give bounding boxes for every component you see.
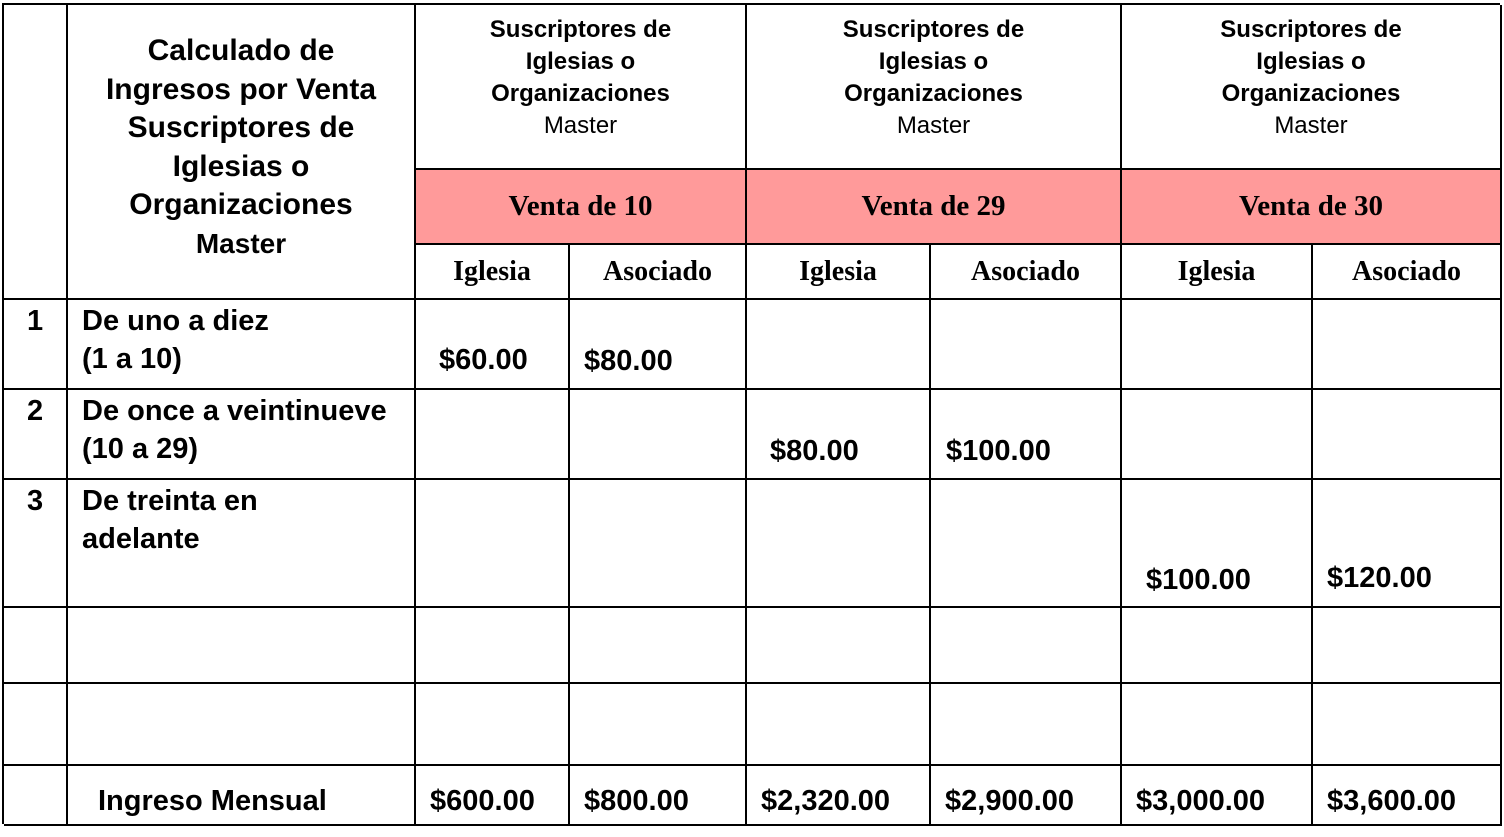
total-value: $3,600.00 [1327, 785, 1457, 817]
title-line: Master [195, 227, 287, 259]
value-cell [570, 300, 747, 390]
title-line: Calculado de [147, 34, 335, 67]
value-cell [1313, 390, 1502, 480]
table-grid [2, 3, 1500, 824]
value-cell [570, 480, 747, 608]
value-cell [747, 480, 931, 608]
total-cell [931, 766, 1122, 826]
table-row [4, 480, 68, 608]
index-header-cell [4, 5, 68, 300]
sub-header-label: Iglesia [453, 255, 531, 287]
sub-header-asociado [1313, 245, 1502, 300]
row-number: 1 [27, 305, 44, 337]
row-number: 3 [27, 485, 44, 517]
table-row [4, 300, 68, 390]
group-header-line: Master [1274, 111, 1348, 139]
group-header-line: Organizaciones [1221, 79, 1401, 107]
group-header-3 [1122, 5, 1502, 170]
sales-header-label: Venta de 30 [1239, 190, 1383, 222]
empty-cell [747, 608, 931, 684]
value-cell [416, 300, 570, 390]
sub-header-label: Asociado [603, 255, 712, 287]
row-label: De once a veintinueve [82, 395, 387, 427]
title-line: Suscriptores de [127, 111, 355, 144]
total-label: Ingreso Mensual [98, 785, 327, 817]
sub-header-iglesia [747, 245, 931, 300]
sub-header-label: Iglesia [1177, 255, 1256, 287]
sub-header-asociado [931, 245, 1122, 300]
value: $100.00 [1146, 564, 1251, 596]
group-header-line: Organizaciones [844, 79, 1023, 107]
empty-cell [1313, 608, 1502, 684]
group-header-line: Iglesias o [878, 47, 989, 75]
empty-cell [570, 608, 747, 684]
sales-header-label: Venta de 29 [861, 190, 1006, 222]
value-cell [1313, 480, 1502, 608]
empty-cell [1122, 684, 1313, 766]
value-cell [931, 300, 1122, 390]
total-value: $600.00 [430, 785, 535, 817]
value: $80.00 [584, 345, 673, 377]
value-cell [747, 300, 931, 390]
title-line: Ingresos por Venta [105, 72, 377, 106]
total-cell [416, 766, 570, 826]
empty-cell [1313, 684, 1502, 766]
value-cell [1122, 480, 1313, 608]
row-range: adelante [82, 523, 200, 555]
group-header-line: Master [543, 111, 618, 139]
sales-header-10 [416, 170, 747, 245]
row-label: De uno a diez [82, 305, 269, 337]
value: $60.00 [439, 344, 528, 376]
empty-cell [416, 608, 570, 684]
group-header-1 [416, 5, 747, 170]
empty-cell [68, 684, 416, 766]
table-row [4, 390, 68, 480]
total-value: $3,000.00 [1136, 785, 1266, 817]
sales-header-30 [1122, 170, 1502, 245]
value-cell [1122, 390, 1313, 480]
empty-cell [931, 608, 1122, 684]
value: $120.00 [1327, 562, 1432, 594]
sales-header-29 [747, 170, 1122, 245]
value-cell [931, 480, 1122, 608]
row-label-cell [68, 390, 416, 480]
group-header-line: Suscriptores de [842, 15, 1025, 43]
sub-header-iglesia [416, 245, 570, 300]
value-cell [570, 390, 747, 480]
sub-header-asociado [570, 245, 747, 300]
table-row [4, 766, 68, 826]
row-label-cell [68, 480, 416, 608]
table-row [4, 684, 68, 766]
value-cell [1313, 300, 1502, 390]
value-cell [747, 390, 931, 480]
sub-header-label: Asociado [971, 255, 1080, 287]
group-header-line: Suscriptores de [489, 15, 672, 43]
value-cell [416, 390, 570, 480]
group-header-line: Iglesias o [525, 47, 636, 75]
value: $100.00 [946, 435, 1051, 467]
table-title [68, 5, 416, 300]
sub-header-label: Asociado [1352, 255, 1461, 287]
total-cell [1122, 766, 1313, 826]
table-row [4, 608, 68, 684]
row-number: 2 [27, 395, 44, 427]
empty-cell [416, 684, 570, 766]
total-value: $2,320.00 [761, 785, 891, 817]
value-cell [416, 480, 570, 608]
total-value: $800.00 [584, 785, 689, 817]
group-header-line: Iglesias o [1256, 47, 1366, 75]
group-header-line: Master [896, 111, 971, 139]
row-range: (10 a 29) [82, 433, 199, 465]
empty-cell [931, 684, 1122, 766]
income-table [2, 3, 1500, 824]
row-label: De treinta en [82, 485, 258, 517]
sub-header-iglesia [1122, 245, 1313, 300]
title-line: Organizaciones [129, 188, 353, 221]
total-cell [747, 766, 931, 826]
sub-header-label: Iglesia [799, 255, 877, 287]
row-range: (1 a 10) [82, 343, 182, 375]
empty-cell [747, 684, 931, 766]
value-cell [931, 390, 1122, 480]
value: $80.00 [770, 435, 859, 467]
group-header-line: Organizaciones [491, 79, 670, 107]
total-cell [1313, 766, 1502, 826]
total-cell [570, 766, 747, 826]
sales-header-label: Venta de 10 [508, 190, 653, 222]
total-label-cell [68, 766, 416, 826]
empty-cell [1122, 608, 1313, 684]
empty-cell [68, 608, 416, 684]
group-header-2 [747, 5, 1122, 170]
empty-cell [570, 684, 747, 766]
row-label-cell [68, 300, 416, 390]
total-value: $2,900.00 [945, 785, 1075, 817]
value-cell [1122, 300, 1313, 390]
group-header-line: Suscriptores de [1220, 15, 1402, 43]
title-line: Iglesias o [172, 149, 310, 183]
